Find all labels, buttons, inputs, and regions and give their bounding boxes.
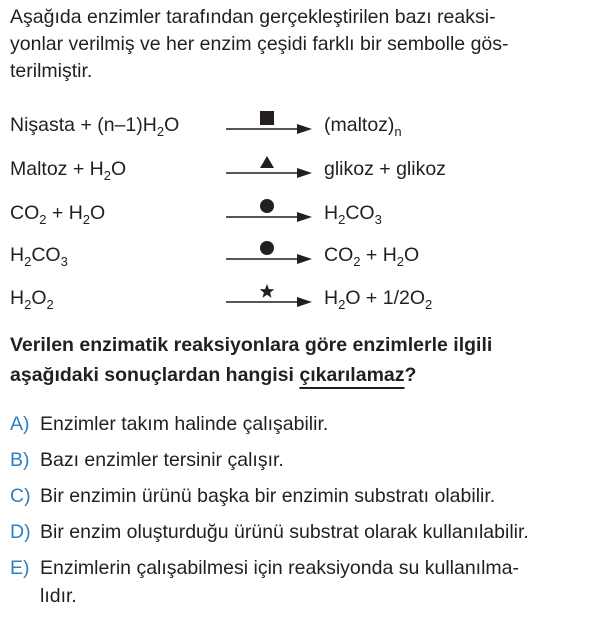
reaction-products: $(maltoz)_n$ — [324, 114, 402, 139]
star-enzyme-icon — [260, 284, 275, 298]
reaction-arrow — [226, 198, 312, 228]
question-line: Verilen enzimatik reaksiyonlara göre enzimlerle ilgili — [10, 334, 493, 356]
option-letter: B) — [10, 449, 30, 471]
circle-enzyme-icon — [260, 241, 274, 255]
option-c[interactable] — [10, 482, 598, 510]
option-e[interactable] — [10, 554, 598, 610]
reaction-arrow — [226, 110, 312, 140]
option-d[interactable] — [10, 518, 598, 546]
reaction-row — [10, 198, 595, 228]
reaction-reactants: Maltoz + $H_2O$ — [10, 158, 127, 183]
reaction-products: $H_2CO_3$ — [324, 202, 382, 227]
option-text: Bir enzimin ürünü başka bir enzimin substratı olabilir. — [40, 485, 496, 507]
reaction-row — [10, 283, 595, 313]
option-letter: E) — [10, 557, 30, 579]
reaction-products: $H_2O + 1/2O_2$ — [324, 287, 433, 312]
question-line: aşağıdaki sonuçlardan hangisi çıkarılamaz? — [10, 364, 417, 386]
reaction-reactants: $H_2CO_3$ — [10, 244, 68, 269]
triangle-enzyme-icon — [260, 156, 274, 168]
option-text: Bazı enzimler tersinir çalışır. — [40, 449, 284, 471]
reaction-arrow — [226, 240, 312, 270]
question-stem — [10, 330, 595, 390]
option-letter: D) — [10, 521, 31, 543]
reaction-reactants: $CO_2 + H_2O$ — [10, 202, 106, 227]
intro-paragraph — [10, 4, 595, 85]
option-letter: C) — [10, 485, 31, 507]
reaction-reactants: Nişasta + $(n-1)H_2O$ — [10, 114, 180, 139]
reaction-arrow — [226, 154, 312, 184]
reaction-arrow — [226, 283, 312, 313]
answer-options — [10, 410, 598, 618]
circle-enzyme-icon — [260, 199, 274, 213]
option-letter: A) — [10, 413, 30, 435]
reaction-row — [10, 154, 595, 184]
option-b[interactable] — [10, 446, 598, 474]
option-text: Bir enzim oluşturduğu ürünü substrat olarak kullanılabilir. — [40, 521, 529, 543]
negative-keyword: çıkarılamaz — [299, 364, 405, 386]
reaction-products: $CO_2 + H_2O$ — [324, 244, 420, 269]
reaction-row — [10, 110, 595, 140]
intro-line: yonlar verilmiş ve her enzim çeşidi farklı bir sembolle gös- — [10, 33, 509, 55]
intro-line: terilmiştir. — [10, 60, 93, 82]
reaction-products: glikoz + glikoz — [324, 158, 446, 180]
option-text: Enzimlerin çalışabilmesi için reaksiyonda su kullanılma- lıdır. — [40, 557, 520, 607]
intro-line: Aşağıda enzimler tarafından gerçekleştirilen bazı reaksi- — [10, 6, 496, 28]
reaction-reactants: $H_2O_2$ — [10, 287, 54, 312]
option-a[interactable] — [10, 410, 598, 438]
option-text: Enzimler takım halinde çalışabilir. — [40, 413, 329, 435]
square-enzyme-icon — [260, 111, 274, 125]
reaction-row — [10, 240, 595, 270]
